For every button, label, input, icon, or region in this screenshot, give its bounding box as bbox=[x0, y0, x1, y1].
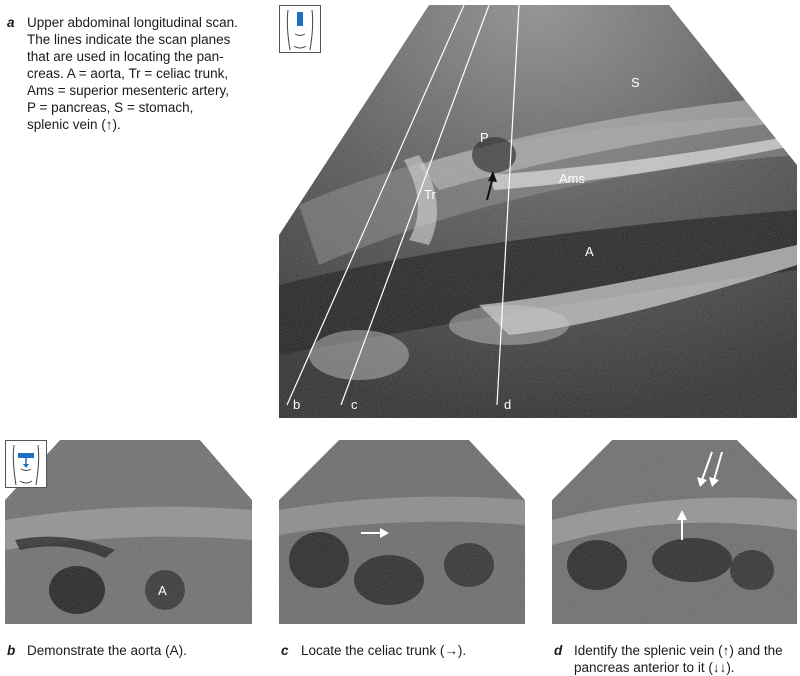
plane-label-d: d bbox=[504, 397, 512, 412]
caption-d bbox=[554, 642, 800, 676]
label-pancreas: P bbox=[480, 130, 489, 145]
caption-a bbox=[7, 14, 272, 133]
scan-c-image bbox=[279, 440, 525, 624]
plane-label-c: c bbox=[351, 397, 358, 412]
caption-line: The lines indicate the scan planes bbox=[27, 32, 231, 47]
caption-letter: a bbox=[7, 15, 15, 30]
ultrasound-scan-a bbox=[279, 5, 797, 418]
caption-letter: d bbox=[554, 643, 563, 658]
label-aorta: A bbox=[158, 583, 167, 598]
scan-d-image bbox=[552, 440, 797, 624]
probe-position-icon bbox=[5, 440, 47, 488]
caption-line: Ams = superior mesenteric artery, bbox=[27, 83, 229, 98]
caption-line: P = pancreas, S = stomach, bbox=[27, 100, 194, 115]
caption-line: Locate the celiac trunk (→). bbox=[301, 643, 467, 658]
caption-line: Demonstrate the aorta (A). bbox=[27, 643, 187, 658]
caption-letter: b bbox=[7, 643, 16, 658]
ultrasound-scan-d bbox=[552, 440, 797, 624]
caption-letter: c bbox=[281, 643, 289, 658]
label-stomach: S bbox=[631, 75, 640, 90]
plane-label-b: b bbox=[293, 397, 301, 412]
caption-line: creas. A = aorta, Tr = celiac trunk, bbox=[27, 66, 229, 81]
caption-line: Upper abdominal longitudinal scan. bbox=[27, 15, 238, 30]
ultrasound-scan-b bbox=[5, 440, 252, 624]
caption-line: pancreas anterior to it (↓↓). bbox=[574, 660, 735, 675]
probe-position-icon bbox=[279, 5, 321, 53]
scan-a-image bbox=[279, 5, 797, 418]
caption-line: that are used in locating the pan- bbox=[27, 49, 224, 64]
caption-line: splenic vein (↑). bbox=[27, 117, 121, 132]
label-celiac-trunk: Tr bbox=[424, 187, 436, 202]
caption-c bbox=[281, 642, 531, 659]
caption-line: Identify the splenic vein (↑) and the bbox=[574, 643, 783, 658]
caption-b bbox=[7, 642, 257, 659]
label-aorta: A bbox=[585, 244, 594, 259]
label-sma: Ams bbox=[559, 171, 585, 186]
ultrasound-scan-c bbox=[279, 440, 525, 624]
